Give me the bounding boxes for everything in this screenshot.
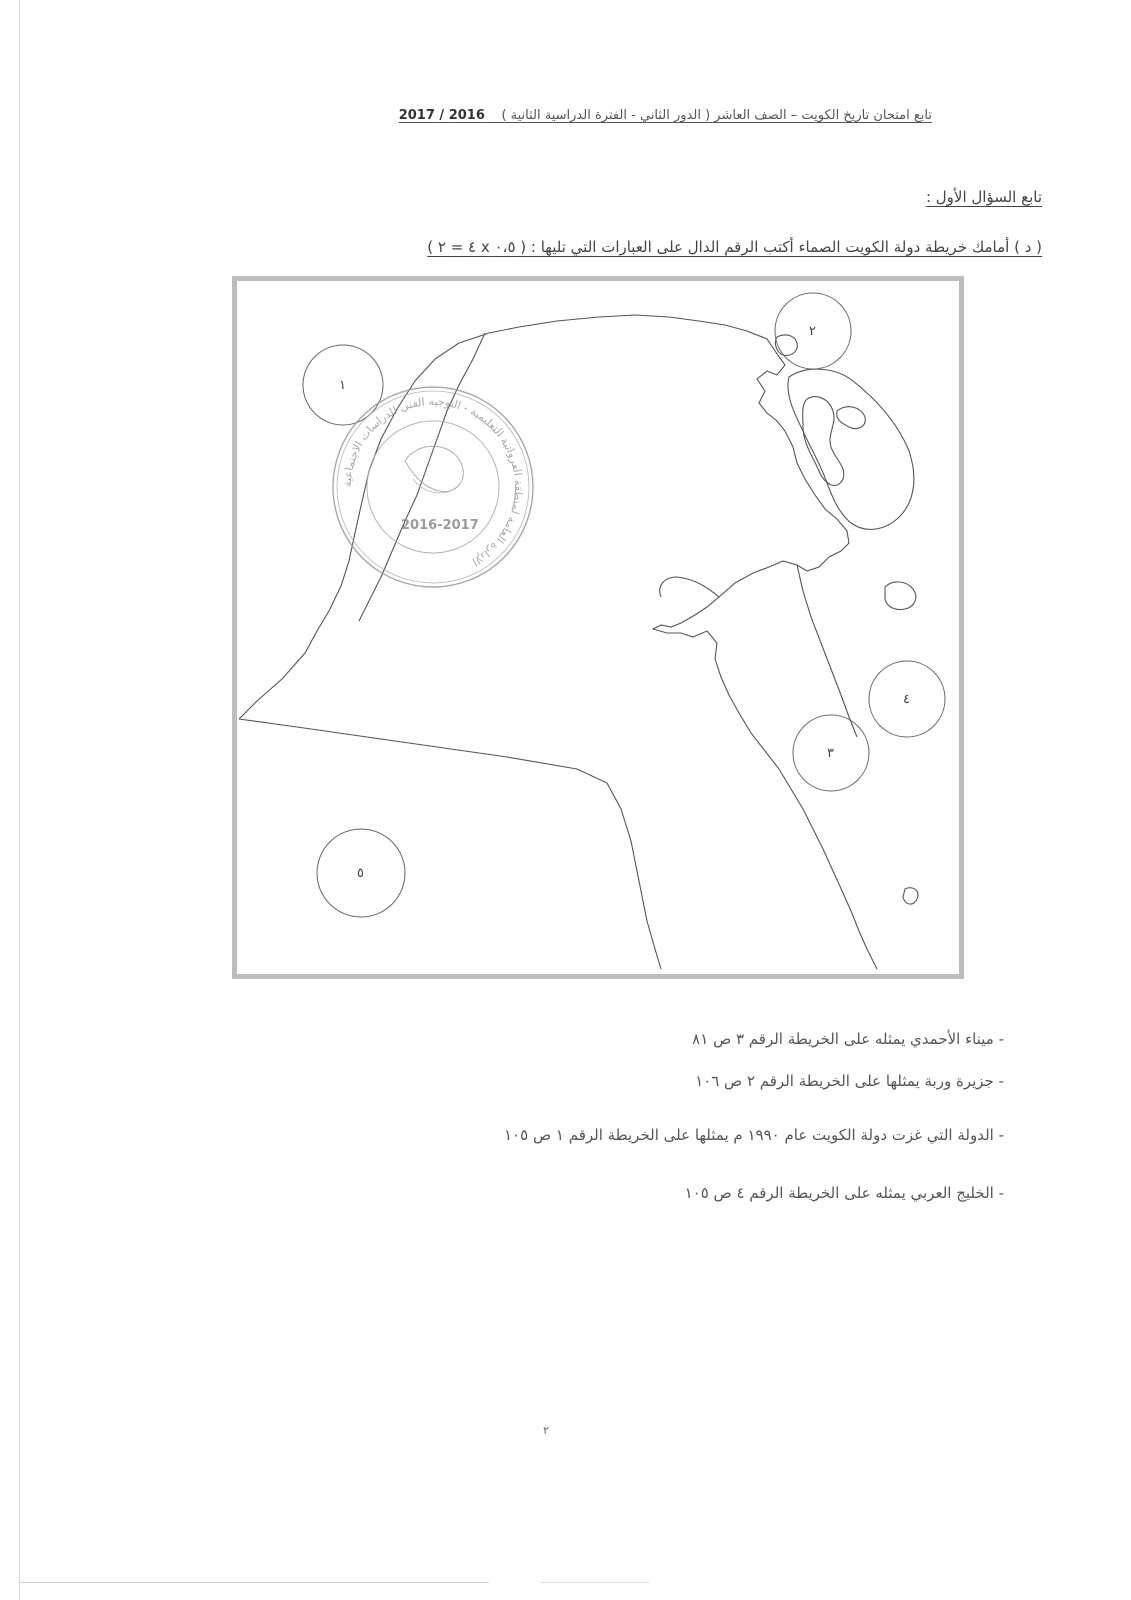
southern-border: [239, 719, 661, 969]
scan-bottom-edge: [19, 1582, 489, 1583]
kuwait-border-outline: [239, 315, 877, 969]
scan-bottom-edge-fragment: [540, 1582, 650, 1583]
statement-4: - الخليج العربي يمثله على الخريطة الرقم ٤ ص ١٠٥: [684, 1184, 1004, 1202]
bubiyan-island: [788, 369, 914, 529]
stamp-year: 2016-2017: [401, 518, 479, 533]
map-circle-label-4: ٤: [903, 692, 910, 707]
stamp-ring-text: الإدارة العامة لمنطقة الفروانية التعليمية - التوجيه الفني للدراسات الاجتماعية: [340, 394, 526, 569]
statement-1: - ميناء الأحمدي يمثله على الخريطة الرقم ٣ ص ٨١: [692, 1030, 1004, 1048]
south-coast-detail: [903, 888, 918, 904]
map-drawing: [237, 281, 959, 974]
coast-line-3: [797, 565, 857, 737]
map-circle-label-5: ٥: [357, 866, 364, 881]
statement-2: - جزيرة وربة يمثلها على الخريطة الرقم ٢ ص ١٠٦: [695, 1072, 1004, 1090]
page-number: ٢: [543, 1424, 549, 1437]
question-instruction: ( د ) أمامك خريطة دولة الكويت الصماء أكتب الرقم الدال على العبارات التي تليها : ( ٠،٥ x ٤ = ٢ ): [427, 238, 1042, 256]
question-title: تابع السؤال الأول :: [925, 188, 1042, 206]
header-text: تابع امتحان تاريخ الكويت – الصف العاشر ( الدور الثاني - الفترة الدراسية الثانية ): [501, 108, 932, 123]
exam-header: [399, 108, 932, 123]
map-circle-label-1: ١: [339, 378, 346, 393]
kuwait-blank-map: [232, 276, 964, 979]
scan-left-edge: [19, 0, 20, 1600]
statement-3: - الدولة التي غزت دولة الكويت عام ١٩٩٠ م يمثلها على الخريطة الرقم ١ ص ١٠٥: [504, 1126, 1004, 1144]
kuwait-bay-coast: [660, 577, 719, 597]
failaka-island: [885, 582, 916, 610]
official-stamp: [333, 387, 533, 587]
map-circle-label-2: ٢: [809, 324, 816, 339]
map-circle-label-3: ٣: [827, 746, 834, 761]
island-detail: [837, 407, 866, 429]
iraq-border: [359, 333, 485, 621]
header-year: 2016 / 2017: [398, 108, 485, 123]
warba-island: [775, 335, 797, 355]
